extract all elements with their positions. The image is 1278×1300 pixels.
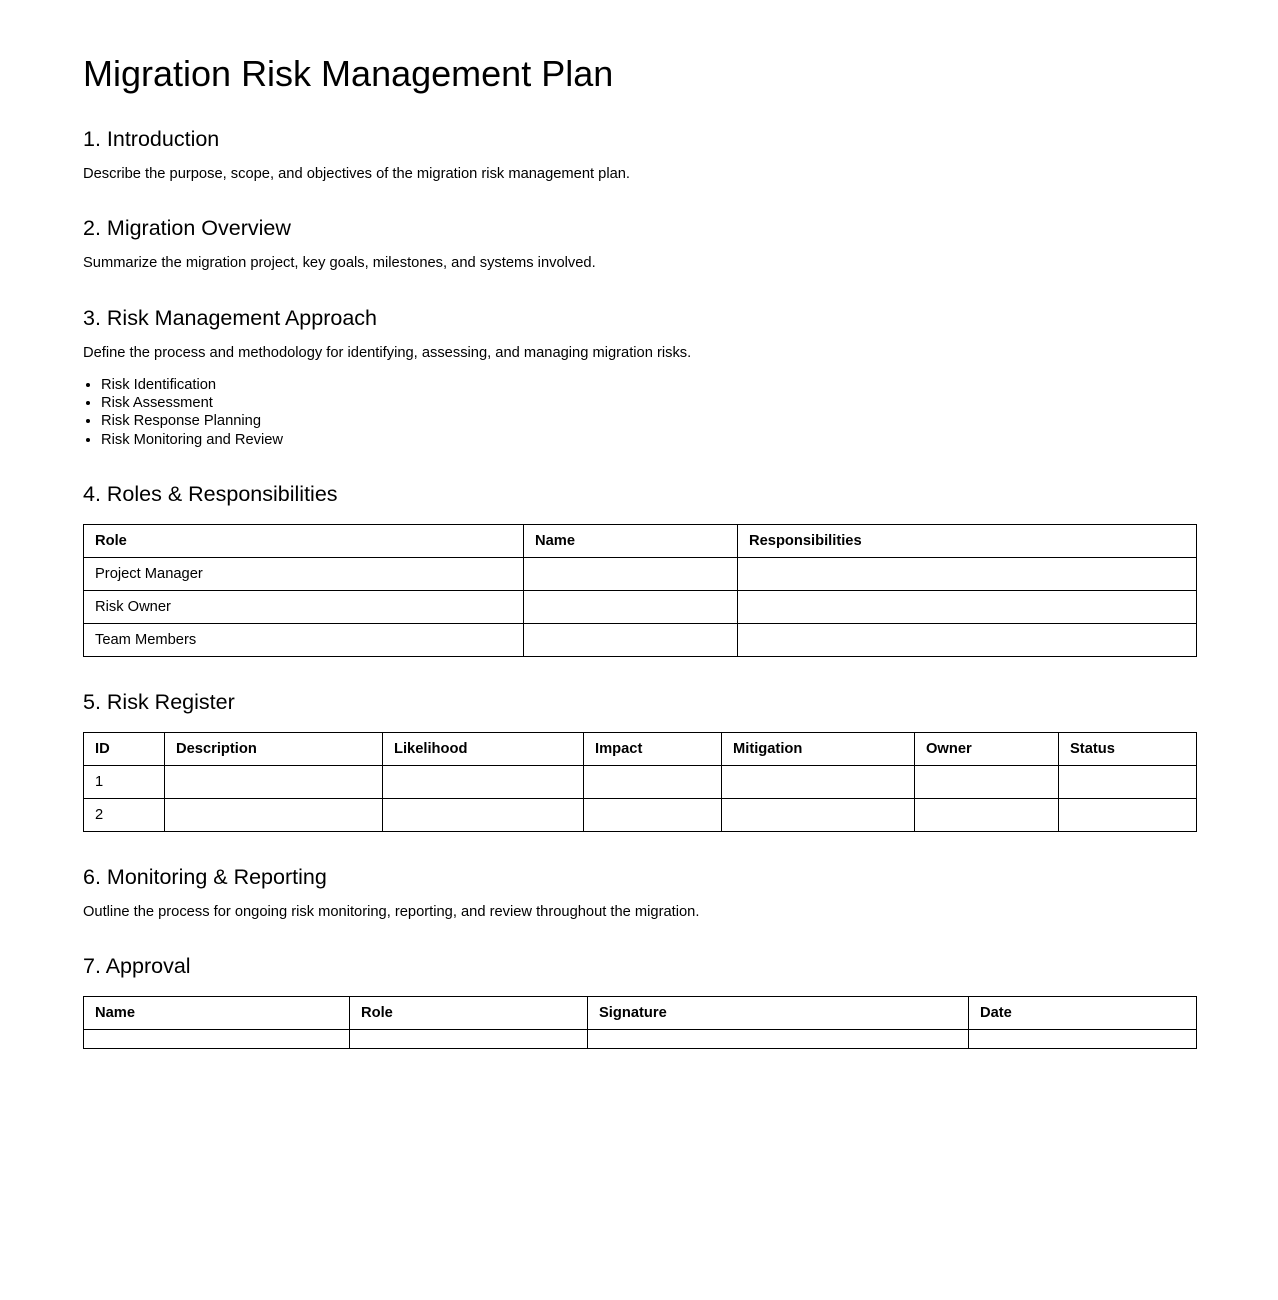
approval-cell-empty[interactable] xyxy=(84,1030,350,1049)
register-cell-empty[interactable] xyxy=(915,766,1059,799)
register-cell-empty[interactable] xyxy=(383,799,584,832)
register-cell-empty[interactable] xyxy=(584,799,722,832)
risk-approach-bullet-list xyxy=(83,376,1196,449)
register-header-likelihood: Likelihood xyxy=(383,733,584,766)
register-header-owner: Owner xyxy=(915,733,1059,766)
register-cell-empty[interactable] xyxy=(1059,766,1197,799)
register-cell-empty[interactable] xyxy=(165,799,383,832)
risk-register-header-row xyxy=(84,733,1197,766)
bullet-risk-response-planning: • Risk Response Planning xyxy=(101,412,1196,430)
table-row xyxy=(84,1030,1197,1049)
register-header-mitigation: Mitigation xyxy=(722,733,915,766)
roles-cell-responsibilities-empty[interactable] xyxy=(738,591,1197,624)
register-header-description: Description xyxy=(165,733,383,766)
register-cell-id-1: 1 xyxy=(84,766,165,799)
register-cell-empty[interactable] xyxy=(1059,799,1197,832)
roles-cell-project-manager: Project Manager xyxy=(84,558,524,591)
table-row xyxy=(84,799,1197,832)
roles-cell-responsibilities-empty[interactable] xyxy=(738,624,1197,657)
roles-header-name: Name xyxy=(524,525,738,558)
roles-cell-name-empty[interactable] xyxy=(524,591,738,624)
register-cell-empty[interactable] xyxy=(383,766,584,799)
roles-cell-responsibilities-empty[interactable] xyxy=(738,558,1197,591)
roles-cell-risk-owner: Risk Owner xyxy=(84,591,524,624)
approval-header-date: Date xyxy=(969,997,1197,1030)
section-body-migration-overview: Summarize the migration project, key goals, milestones, and systems involved. xyxy=(83,255,596,272)
register-cell-empty[interactable] xyxy=(165,766,383,799)
approval-header-signature: Signature xyxy=(588,997,969,1030)
section-heading-introduction: 1. Introduction xyxy=(83,127,220,151)
roles-cell-team-members: Team Members xyxy=(84,624,524,657)
register-cell-empty[interactable] xyxy=(722,799,915,832)
register-cell-id-2: 2 xyxy=(84,799,165,832)
roles-table-header-row xyxy=(84,525,1197,558)
table-row xyxy=(84,558,1197,591)
roles-responsibilities-table xyxy=(83,524,1197,657)
register-header-status: Status xyxy=(1059,733,1197,766)
section-body-monitoring-reporting: Outline the process for ongoing risk monitoring, reporting, and review throughout the migration. xyxy=(83,904,700,921)
section-heading-risk-register: 5. Risk Register xyxy=(83,690,235,715)
approval-table-header-row xyxy=(84,997,1197,1030)
approval-cell-empty[interactable] xyxy=(350,1030,588,1049)
roles-cell-name-empty[interactable] xyxy=(524,624,738,657)
approval-table xyxy=(83,996,1197,1049)
register-cell-empty[interactable] xyxy=(584,766,722,799)
section-heading-migration-overview: 2. Migration Overview xyxy=(83,216,291,241)
risk-register-table xyxy=(83,732,1197,832)
section-body-risk-management-approach: Define the process and methodology for identifying, assessing, and managing migration risks. xyxy=(83,344,692,361)
approval-header-name: Name xyxy=(84,997,350,1030)
section-heading-risk-management-approach: 3. Risk Management Approach xyxy=(83,305,377,330)
bullet-risk-monitoring-review: • Risk Monitoring and Review xyxy=(101,431,1196,449)
section-heading-monitoring-reporting: 6. Monitoring & Reporting xyxy=(83,865,327,890)
approval-cell-empty[interactable] xyxy=(588,1030,969,1049)
bullet-risk-assessment: • Risk Assessment xyxy=(101,394,1196,412)
register-cell-empty[interactable] xyxy=(722,766,915,799)
roles-header-responsibilities: Responsibilities xyxy=(738,525,1197,558)
register-header-impact: Impact xyxy=(584,733,722,766)
register-header-id: ID xyxy=(84,733,165,766)
approval-cell-empty[interactable] xyxy=(969,1030,1197,1049)
section-heading-approval: 7. Approval xyxy=(83,954,191,979)
section-body-introduction: Describe the purpose, scope, and objectives of the migration risk management plan. xyxy=(83,166,631,182)
register-cell-empty[interactable] xyxy=(915,799,1059,832)
table-row xyxy=(84,766,1197,799)
table-row xyxy=(84,624,1197,657)
bullet-risk-identification: • Risk Identification xyxy=(101,376,1196,394)
document-title: Migration Risk Management Plan xyxy=(83,53,614,94)
roles-header-role: Role xyxy=(84,525,524,558)
table-row xyxy=(84,591,1197,624)
approval-header-role: Role xyxy=(350,997,588,1030)
roles-cell-name-empty[interactable] xyxy=(524,558,738,591)
section-heading-roles-responsibilities: 4. Roles & Responsibilities xyxy=(83,482,338,507)
